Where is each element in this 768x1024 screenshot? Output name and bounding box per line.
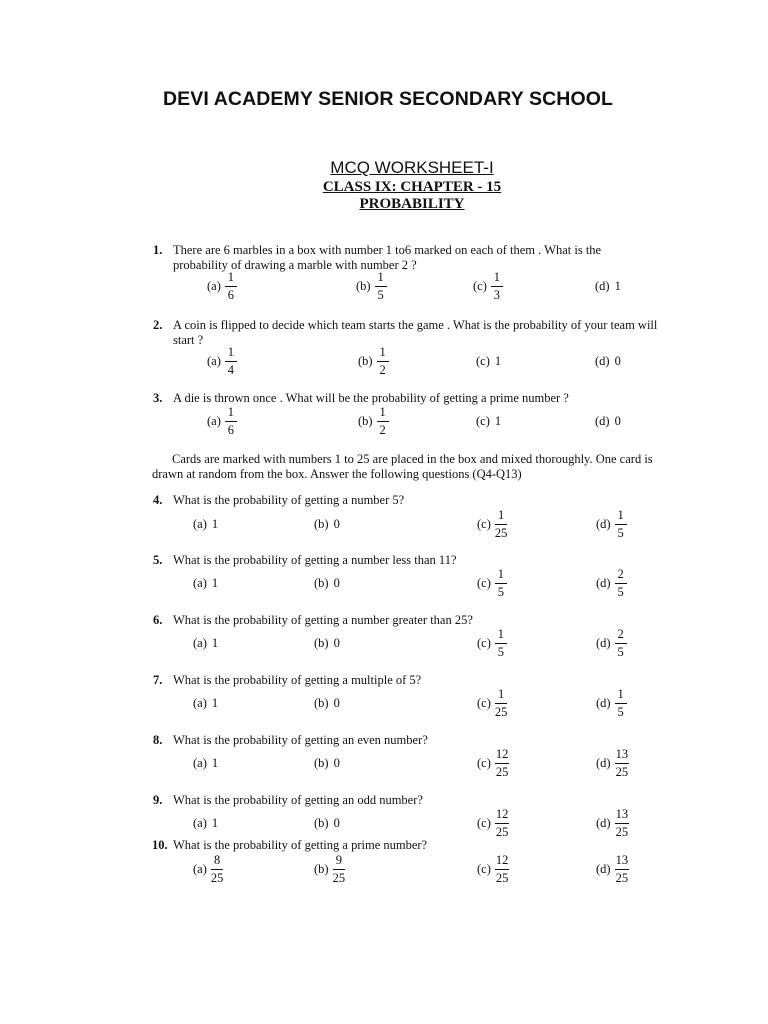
fraction-numerator: 9 [333,854,345,870]
fraction-numerator: 12 [495,748,510,764]
option-label: (d) [596,755,611,770]
fraction-numerator: 1 [225,271,237,287]
option-value: 1 [211,516,219,531]
option-fraction [495,628,507,658]
option-label: (c) [477,516,491,531]
option-label: (a) [207,353,221,368]
answer-option [596,569,627,597]
answer-option [595,347,621,375]
option-fraction [495,688,508,718]
fraction-denominator: 2 [379,362,386,377]
option-fraction [225,346,237,376]
topic-heading: PROBABILITY [359,196,465,212]
option-fraction [615,568,627,598]
option-label: (c) [477,861,491,876]
option-value: 0 [333,516,340,531]
instructions-paragraph [152,452,692,482]
answer-option [477,629,507,657]
option-fraction [377,406,389,436]
fraction-numerator: 1 [225,406,237,422]
question-text: What is the probability of getting a number less than 11? [173,553,457,567]
fraction-denominator: 25 [615,870,629,885]
answer-option [358,407,389,435]
fraction-numerator: 1 [225,346,237,362]
fraction-denominator: 6 [227,422,234,437]
fraction-denominator: 25 [495,824,509,839]
fraction-denominator: 6 [227,287,234,302]
question-number: 5. [153,553,163,567]
answer-option [193,569,218,597]
option-label: (d) [595,413,610,428]
answer-option [473,272,503,300]
answer-option [595,407,621,435]
option-label: (c) [477,635,491,650]
option-fraction [615,748,630,778]
worksheet-title: MCQ WORKSHEET-I [330,158,494,177]
option-value: 0 [333,635,340,650]
fraction-denominator: 5 [617,584,624,599]
option-fraction [615,854,630,884]
option-value: 1 [211,755,219,770]
question-number: 10. [152,838,168,852]
fraction-denominator: 25 [494,704,508,719]
fraction-denominator: 2 [379,422,386,437]
option-fraction [495,854,510,884]
question-text: What is the probability of getting an odd number? [173,793,423,807]
answer-option [477,510,507,538]
question-text: What is the probability of getting a number greater than 25? [173,613,473,627]
fraction-numerator: 8 [211,854,223,870]
option-fraction [615,688,627,718]
question-text: There are 6 marbles in a box with number 1 to6 marked on each of them . What is the [173,243,602,257]
instructions-line: Cards are marked with numbers 1 to 25 are placed in the box and mixed thoroughly. One card is [172,452,653,466]
option-label: (a) [193,755,207,770]
answer-option [314,510,340,538]
option-label: (c) [477,755,491,770]
option-label: (b) [314,861,329,876]
answer-option [314,749,340,777]
fraction-denominator: 5 [497,644,504,659]
answer-option [193,855,223,883]
fraction-numerator: 13 [615,808,630,824]
fraction-denominator: 5 [617,525,624,540]
option-fraction [495,568,507,598]
question-text: What is the probability of getting a prime number? [173,838,428,852]
option-fraction [333,854,346,884]
option-fraction [491,271,503,301]
question-number: 2. [153,318,163,332]
answer-option [207,407,237,435]
fraction-numerator: 1 [495,509,507,525]
fraction-numerator: 1 [495,628,507,644]
instructions-line: drawn at random from the box. Answer the following questions (Q4-Q13) [152,467,522,481]
option-fraction [495,509,508,539]
fraction-numerator: 1 [375,271,387,287]
option-value: 1 [211,695,219,710]
answer-option [596,809,629,837]
option-label: (a) [193,575,207,590]
answer-option [476,407,501,435]
answer-option [207,272,237,300]
option-label: (b) [314,635,329,650]
option-label: (a) [193,815,207,830]
answer-option [477,809,509,837]
option-label: (b) [314,516,329,531]
question-text: What is the probability of getting a multiple of 5? [173,673,422,687]
question-number: 9. [153,793,163,807]
fraction-numerator: 12 [495,854,510,870]
answer-option [193,749,218,777]
option-label: (b) [314,815,329,830]
fraction-denominator: 25 [615,824,629,839]
fraction-denominator: 5 [497,584,504,599]
fraction-denominator: 5 [617,704,624,719]
option-value: 1 [211,635,219,650]
answer-option [314,855,345,883]
question-number: 8. [153,733,163,747]
option-fraction [211,854,224,884]
fraction-denominator: 5 [377,287,384,302]
option-label: (b) [314,695,329,710]
fraction-denominator: 25 [615,764,629,779]
answer-option [477,749,509,777]
fraction-denominator: 25 [495,764,509,779]
option-fraction [495,808,510,838]
option-value: 1 [211,815,219,830]
fraction-numerator: 2 [615,568,627,584]
answer-option [477,689,507,717]
answer-option [596,510,627,538]
option-label: (c) [477,575,491,590]
option-label: (d) [596,861,611,876]
fraction-numerator: 1 [615,509,627,525]
answer-option [314,689,340,717]
option-fraction [495,748,510,778]
option-label: (b) [314,575,329,590]
school-name: DEVI ACADEMY SENIOR SECONDARY SCHOOL [163,88,613,110]
option-value: 1 [211,575,219,590]
answer-option [193,629,218,657]
option-label: (a) [193,635,207,650]
question-number: 7. [153,673,163,687]
question-number: 1. [153,243,163,257]
answer-option [596,749,629,777]
fraction-denominator: 25 [332,870,346,885]
fraction-numerator: 13 [615,854,630,870]
fraction-numerator: 1 [495,688,507,704]
option-value: 1 [614,278,621,293]
option-fraction [225,271,237,301]
fraction-numerator: 1 [615,688,627,704]
answer-option [193,510,218,538]
answer-option [314,569,340,597]
answer-option [193,689,218,717]
answer-option [595,272,621,300]
option-label: (a) [207,413,221,428]
fraction-numerator: 1 [377,346,389,362]
chapter-heading: CLASS IX: CHAPTER - 15 [322,179,502,195]
option-fraction [225,406,237,436]
option-label: (a) [193,516,207,531]
fraction-denominator: 25 [210,870,224,885]
fraction-denominator: 25 [495,870,509,885]
option-value: 1 [494,413,502,428]
question-number: 6. [153,613,163,627]
option-value: 0 [333,575,340,590]
option-fraction [615,509,627,539]
fraction-numerator: 1 [491,271,503,287]
answer-option [314,809,340,837]
answer-option [193,809,218,837]
option-value: 0 [614,353,621,368]
option-fraction [375,271,387,301]
answer-option [207,347,237,375]
option-label: (d) [596,575,611,590]
option-fraction [615,628,627,658]
fraction-numerator: 1 [495,568,507,584]
option-label: (d) [596,635,611,650]
fraction-numerator: 1 [377,406,389,422]
option-label: (d) [596,695,611,710]
answer-option [356,272,387,300]
option-value: 0 [333,755,340,770]
question-number: 4. [153,493,163,507]
question-text: What is the probability of getting a number 5? [173,493,405,507]
question-number: 3. [153,391,163,405]
question-text: probability of drawing a marble with number 2 ? [173,258,417,272]
answer-option [476,347,501,375]
option-value: 0 [614,413,621,428]
answer-option [314,629,340,657]
option-value: 0 [333,695,340,710]
question-text: A coin is flipped to decide which team starts the game . What is the probability of your team will [173,318,658,332]
question-text: start ? [173,333,204,347]
question-text: A die is thrown once . What will be the probability of getting a prime number ? [173,391,569,405]
option-label: (b) [356,278,371,293]
fraction-numerator: 2 [615,628,627,644]
fraction-denominator: 5 [617,644,624,659]
option-label: (a) [207,278,221,293]
option-value: 0 [333,815,340,830]
option-fraction [615,808,630,838]
fraction-denominator: 3 [493,287,500,302]
fraction-denominator: 4 [227,362,234,377]
question-text: What is the probability of getting an even number? [173,733,428,747]
option-label: (a) [193,861,207,876]
option-label: (c) [476,413,490,428]
option-label: (a) [193,695,207,710]
fraction-numerator: 13 [615,748,630,764]
option-label: (d) [595,278,610,293]
answer-option [596,629,627,657]
answer-option [477,855,509,883]
option-label: (d) [595,353,610,368]
option-label: (b) [358,353,373,368]
option-label: (c) [477,695,491,710]
fraction-numerator: 12 [495,808,510,824]
answer-option [596,855,629,883]
option-label: (b) [358,413,373,428]
option-label: (d) [596,516,611,531]
option-label: (d) [596,815,611,830]
option-label: (c) [477,815,491,830]
option-fraction [377,346,389,376]
answer-option [596,689,627,717]
option-label: (c) [476,353,490,368]
option-label: (c) [473,278,487,293]
answer-option [477,569,507,597]
fraction-denominator: 25 [494,525,508,540]
option-value: 1 [494,353,502,368]
option-label: (b) [314,755,329,770]
answer-option [358,347,389,375]
